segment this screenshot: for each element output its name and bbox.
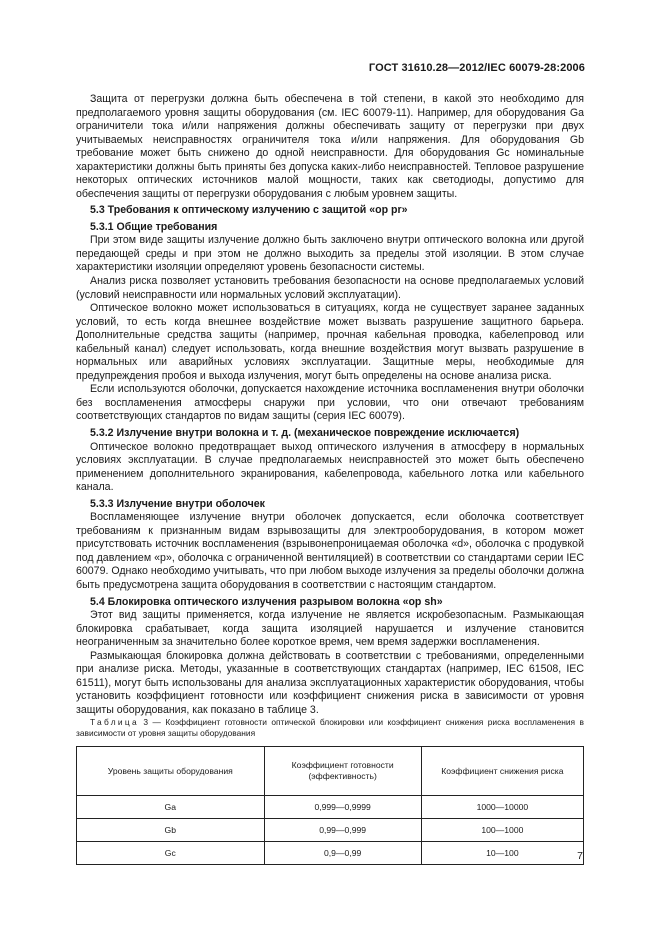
- table-cell: 100—1000: [421, 819, 583, 842]
- table-cell: Gc: [77, 842, 265, 865]
- document-body: [76, 93, 584, 865]
- table-cell: Ga: [77, 796, 265, 819]
- section-5-4-heading: 5.4 Блокировка оптического излучения разрывом волокна «op sh»: [90, 595, 443, 608]
- paragraph-fiber-radiation: Оптическое волокно предотвращает выход оптического излучения в атмосферу в нормальных условиях эксплуатации. В случае предполагаемых неисправностей это может быть обеспечено применением дополнительного экранирования, кабелепровода, кабельного лотка или кабельного канала.: [76, 440, 584, 494]
- table-caption-label: Таблица: [90, 717, 139, 728]
- table-header-cell: Коэффициент готовности (эффективность): [264, 747, 421, 796]
- table-cell: 10—100: [421, 842, 583, 865]
- table-cell: 0,9—0,99: [264, 842, 421, 865]
- table-header-row: [77, 747, 584, 796]
- table-3: [76, 746, 584, 865]
- table-row: [77, 819, 584, 842]
- paragraph-enclosures: Если используются оболочки, допускается нахождение источника воспламенения внутри оболочки без воспламенения атмосферы снаружи при условии, что они отвечают требованиям соответствующих стандартов по видам защиты (серия IEC 60079).: [76, 383, 584, 423]
- paragraph-general-requirements: При этом виде защиты излучение должно быть заключено внутри оптического волокна или другой передающей среды и при этом не должно выходить за пределы этой изоляции. В этом случае характеристики изоляции определяют уровень безопасности системы.: [76, 234, 584, 274]
- table-header-cell: Коэффициент снижения риска: [421, 747, 583, 796]
- page-number: 7: [577, 850, 583, 862]
- section-5-3-2-heading: 5.3.2 Излучение внутри волокна и т. д. (механическое повреждение исключается): [90, 427, 520, 440]
- paragraph-enclosure-radiation: Воспламеняющее излучение внутри оболочек допускается, если оболочка соответствует требованиям к признанным видам взрывозащиты для электрооборудования, в котором может присутствовать источник воспламенения (взрывонепроницаемая оболочка «d», оболочка с продувкой под давлением «р», оболочка с ограниченной вентиляцией) в соответствии со стандартами серии IEC 60079. Однако необходимо учитывать, что при любом выходе излучения за пределы оболочки должна быть предусмотрена защита оборудования в соответствии с настоящим стандартом.: [76, 511, 584, 591]
- table-cell: 0,999—0,9999: [264, 796, 421, 819]
- standard-header: ГОСТ 31610.28—2012/IEC 60079-28:2006: [368, 62, 585, 74]
- paragraph-fiber-usage: Оптическое волокно может использоваться в ситуациях, когда не существует заранее заданных условий, то есть когда внешнее воздействие может вызвать разрушение защитного барьера. Дополнительные средства защиты (например, прочная кабельная проводка, кабелепровод или кабельный канал) следует использовать, когда внешние воздействия могут вызвать разрушение в нормальных или аварийных условиях эксплуатации. Защитные меры, необходимые для предупреждения пробоя и выхода излучения, могут быть определены на основе анализа риска.: [76, 302, 584, 382]
- table-caption-text: 3 — Коэффициент готовности оптической блокировки или коэффициент снижения риска воспламенения в зависимости от уровня защиты оборудования: [76, 717, 584, 739]
- table-header-cell: Уровень защиты оборудования: [77, 747, 265, 796]
- section-5-3-1-heading: 5.3.1 Общие требования: [90, 220, 218, 233]
- table-cell: 1000—10000: [421, 796, 583, 819]
- table-cell: Gb: [77, 819, 265, 842]
- table-3-caption: [76, 717, 584, 739]
- table-row: [77, 842, 584, 865]
- section-5-3-heading: 5.3 Требования к оптическому излучению с защитой «op pr»: [90, 204, 408, 217]
- table-row: [77, 796, 584, 819]
- table-cell: 0,99—0,999: [264, 819, 421, 842]
- paragraph-risk-analysis: Анализ риска позволяет установить требования безопасности на основе предполагаемых условий (условий неисправности или нормальных условий эксплуатации).: [76, 275, 584, 301]
- paragraph-interlock-application: Этот вид защиты применяется, когда излучение не является искробезопасным. Размыкающая блокировка срабатывает, когда защита изоляцией нарушается и излучение становится неограниченным за значительно более короткое время, чем время задержки воспламенения.: [76, 609, 584, 649]
- paragraph-interlock-requirements: Размыкающая блокировка должна действовать в соответствии с требованиями, определенными при анализе риска. Методы, указанные в соответствующих стандартах (например, IEC 61508, IEC 61511), могут быть использованы для анализа эксплуатационных характеристик оборудования, чтобы установить коэффициент готовности или коэффициент снижения риска в зависимости от уровня защиты оборудования, как показано в таблице 3.: [76, 649, 584, 716]
- section-5-3-3-heading: 5.3.3 Излучение внутри оболочек: [90, 497, 265, 510]
- paragraph-overload-protection: Защита от перегрузки должна быть обеспечена в той степени, в какой это необходимо для предполагаемого уровня защиты оборудования (см. IEC 60079-11). Например, для оборудования Ga ограничители тока и/или напряжения должны обеспечивать защиту от перегрузки при двух учитываемых неисправностях ограничителя тока и/или напряжения. Для оборудования Gb требование может быть снижено до одной неисправности. Для оборудования Gc номинальные характеристики должны быть приняты без допуска каких-либо неисправностей. Тепловое разрушение некоторых оптических источников малой мощности, таких как светодиоды, допустимо для обеспечения защиты от перегрузки оборудования с любым уровнем защиты.: [76, 93, 584, 200]
